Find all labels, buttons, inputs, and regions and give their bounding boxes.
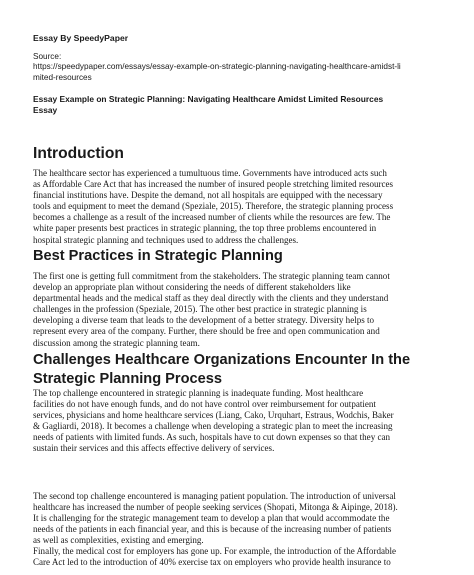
text-line: represent every area of the company. Further, there should be free and open communication and — [33, 326, 380, 337]
best-practices-heading: Best Practices in Strategic Planning — [33, 248, 283, 264]
heading-line: Strategic Planning Process — [33, 371, 222, 387]
source-url — [33, 62, 445, 83]
source-url-line: mited-resources — [33, 72, 92, 82]
text-line: facilities do not have enough funds, and do not have control over reimbursement for outpatient — [33, 399, 376, 410]
source-url-line: https://speedypaper.com/essays/essay-example-on-strategic-planning-navigating-healthcare-amidst-li — [33, 62, 401, 71]
text-line: The top challenge encountered in strategic planning is inadequate funding. Most healthcare — [33, 388, 364, 398]
source-label: Source: — [33, 52, 62, 61]
document-header: Essay By SpeedyPaper — [33, 33, 129, 43]
challenges-paragraph-population — [33, 491, 445, 546]
challenges-heading — [33, 351, 445, 389]
text-line: The first one is getting full commitment from the stakeholders. The strategic planning team cannot — [33, 271, 390, 281]
text-line: as Affordable Care Act that has increased the number of insured people stretching limited resources — [33, 179, 394, 190]
essay-title-line: Essay — [33, 105, 58, 115]
text-line: becomes a challenge as a result of the increased number of clients while the resources are few. The — [33, 212, 391, 223]
text-line: The healthcare sector has experienced a tumultuous time. Governments have introduced acts such — [33, 168, 387, 178]
text-line: tools and equipment to meet the demand (Speziale, 2015). Therefore, the strategic planning process — [33, 201, 394, 212]
best-practices-paragraph — [33, 271, 445, 349]
introduction-heading: Introduction — [33, 145, 124, 162]
text-line: white paper presents best practices in strategic planning, the top three problems encountered in — [33, 223, 377, 234]
text-line: developing a diverse team that leads to the development of a better strategy. Diversity helps to — [33, 315, 375, 326]
text-line: hospital strategic planning and techniques used to address the challenges. — [33, 234, 299, 245]
text-line: Finally, the medical cost for employers has gone up. For example, the introduction of the Affordable — [33, 546, 397, 556]
text-line: healthcare has increased the number of people seeking services (Shopati, Mitonga & Aipinge, 2018). — [33, 502, 398, 513]
text-line: as well as complexities, existing and emerging. — [33, 535, 204, 546]
text-line: develop an appropriate plan without considering the needs of different stakeholders like — [33, 282, 351, 293]
text-line: The second top challenge encountered is managing patient population. The introduction of universal — [33, 491, 396, 501]
text-line: Care Act led to the introduction of 40% exercise tax on employers who provide health insurance to — [33, 557, 391, 568]
text-line: challenges in the profession (Speziale, 2015). The other best practice in strategic planning is — [33, 304, 367, 315]
essay-title-line: Essay Example on Strategic Planning: Navigating Healthcare Amidst Limited Resources — [33, 94, 384, 104]
text-line: needs of the patients in each financial year, and this is because of the increasing number of patients — [33, 524, 392, 535]
text-line: financial institutions have. Despite the demand, not all hospitals are equipped with the necessary — [33, 190, 383, 201]
challenges-paragraph-funding — [33, 388, 445, 455]
text-line: services, physicians and home healthcare services (Liang, Cako, Urquhart, Estraus, Wodchis, Baker — [33, 410, 394, 421]
introduction-paragraph — [33, 168, 445, 246]
text-line: discussion among the strategic planning team. — [33, 337, 200, 348]
text-line: sustain their services and this affects effective delivery of services. — [33, 443, 275, 454]
text-line: departmental heads and the medical staff as they deal directly with the clients and they understand — [33, 293, 389, 304]
text-line: It is challenging for the strategic management team to develop a plan that would accommodate the — [33, 513, 390, 524]
text-line: & Gagliardi, 2018). It becomes a challenge when developing a strategic plan to meet the increasing — [33, 421, 393, 432]
challenges-paragraph-costs — [33, 546, 445, 568]
text-line: needs of patients with limited funds. As such, hospitals have to cut down expenses so that they can — [33, 432, 391, 443]
heading-line: Challenges Healthcare Organizations Encounter In the — [33, 352, 411, 368]
essay-title — [33, 94, 445, 116]
